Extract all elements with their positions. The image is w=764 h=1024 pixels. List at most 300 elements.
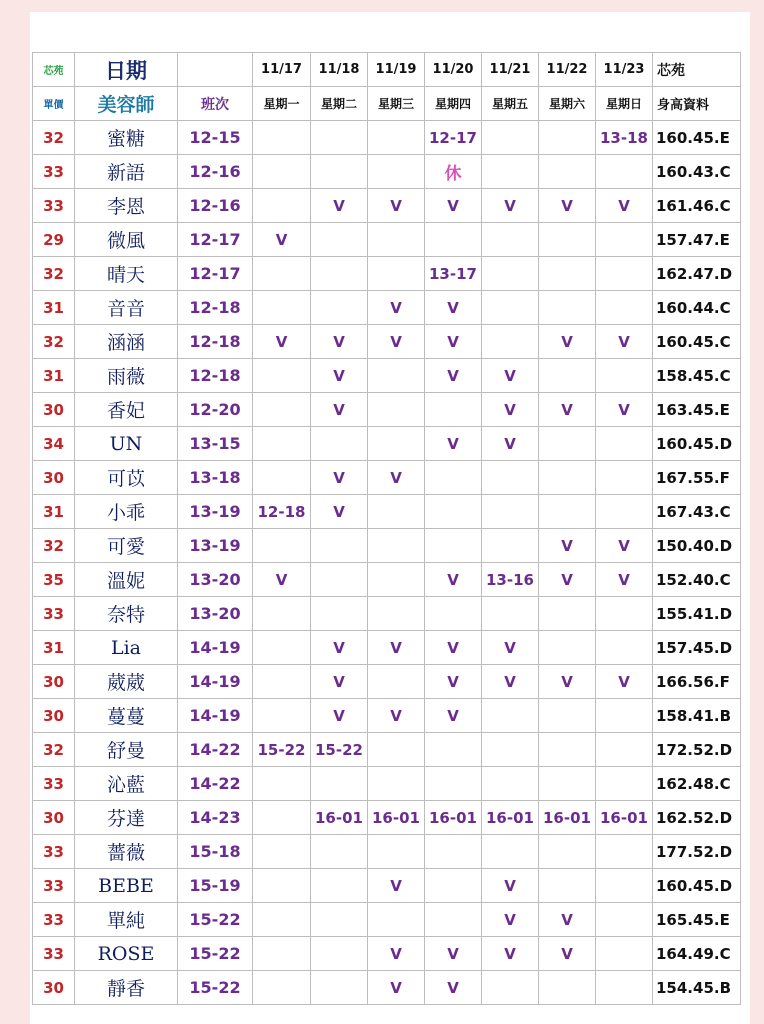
- day-cell: [425, 767, 482, 801]
- day-cell: V: [425, 631, 482, 665]
- day-cell: [253, 427, 311, 461]
- shift-cell: 14-19: [178, 631, 253, 665]
- day-cell: [311, 121, 368, 155]
- blank-header-cell: [178, 53, 253, 87]
- day-cell: [253, 257, 311, 291]
- day-cell: [539, 291, 596, 325]
- day-cell: [482, 155, 539, 189]
- day-cell: V: [368, 189, 425, 223]
- day-cell: [368, 597, 425, 631]
- date-header-wed: 11/19: [368, 53, 425, 87]
- day-cell: [539, 971, 596, 1005]
- table-row: [33, 869, 741, 903]
- day-cell: [253, 971, 311, 1005]
- day-cell: V: [253, 563, 311, 597]
- day-cell: [425, 733, 482, 767]
- day-cell: [311, 597, 368, 631]
- day-cell: V: [482, 393, 539, 427]
- day-cell: V: [596, 563, 653, 597]
- date-header-sat: 11/22: [539, 53, 596, 87]
- price-cell: 33: [33, 189, 75, 223]
- schedule-sheet: [30, 12, 750, 1024]
- shift-cell: 12-17: [178, 223, 253, 257]
- shift-cell: 13-19: [178, 529, 253, 563]
- day-cell: V: [596, 189, 653, 223]
- price-cell: 31: [33, 495, 75, 529]
- day-cell: V: [425, 291, 482, 325]
- height-cell: 162.52.D: [653, 801, 741, 835]
- height-cell: 160.45.C: [653, 325, 741, 359]
- day-cell: [539, 121, 596, 155]
- day-cell: [253, 291, 311, 325]
- price-cell: 32: [33, 325, 75, 359]
- day-cell: V: [482, 937, 539, 971]
- day-cell: [425, 597, 482, 631]
- table-row: [33, 393, 741, 427]
- beautician-name: 蜜糖: [75, 121, 178, 155]
- table-row: [33, 665, 741, 699]
- day-cell: [253, 631, 311, 665]
- height-cell: 162.47.D: [653, 257, 741, 291]
- date-header-mon: 11/17: [253, 53, 311, 87]
- table-row: [33, 767, 741, 801]
- day-cell: 15-22: [253, 733, 311, 767]
- price-cell: 33: [33, 869, 75, 903]
- table-row: [33, 903, 741, 937]
- day-cell: [253, 767, 311, 801]
- day-cell: 16-01: [425, 801, 482, 835]
- price-cell: 33: [33, 835, 75, 869]
- day-cell: [596, 427, 653, 461]
- day-cell: [368, 393, 425, 427]
- day-cell: V: [539, 665, 596, 699]
- shift-cell: 12-18: [178, 291, 253, 325]
- shift-cell: 13-20: [178, 563, 253, 597]
- beautician-name: ROSE: [75, 937, 178, 971]
- day-cell: V: [425, 427, 482, 461]
- table-row: [33, 563, 741, 597]
- header-row-dates: [33, 53, 741, 87]
- shift-cell: 12-16: [178, 189, 253, 223]
- day-cell: [311, 903, 368, 937]
- day-cell: [425, 461, 482, 495]
- day-cell: [253, 393, 311, 427]
- day-cell: [311, 563, 368, 597]
- shift-cell: 12-17: [178, 257, 253, 291]
- day-cell: [425, 223, 482, 257]
- day-cell: [253, 835, 311, 869]
- height-cell: 158.45.C: [653, 359, 741, 393]
- day-cell: V: [482, 189, 539, 223]
- day-cell: [539, 427, 596, 461]
- day-cell: 15-22: [311, 733, 368, 767]
- price-cell: 33: [33, 155, 75, 189]
- day-cell: 16-01: [311, 801, 368, 835]
- weekday-header-mon: 星期一: [253, 87, 311, 121]
- day-cell: [539, 869, 596, 903]
- price-cell: 33: [33, 903, 75, 937]
- day-cell: V: [596, 665, 653, 699]
- shift-cell: 13-19: [178, 495, 253, 529]
- price-cell: 33: [33, 597, 75, 631]
- shift-cell: 15-18: [178, 835, 253, 869]
- date-header-tue: 11/18: [311, 53, 368, 87]
- table-row: [33, 835, 741, 869]
- day-cell: [368, 835, 425, 869]
- day-cell: V: [368, 461, 425, 495]
- day-cell: [368, 563, 425, 597]
- price-cell: 30: [33, 971, 75, 1005]
- day-cell: [482, 529, 539, 563]
- beautician-name: 李恩: [75, 189, 178, 223]
- shift-cell: 13-18: [178, 461, 253, 495]
- day-cell: [368, 529, 425, 563]
- day-cell: [425, 835, 482, 869]
- day-cell: [596, 359, 653, 393]
- day-cell: V: [368, 971, 425, 1005]
- day-cell: V: [596, 393, 653, 427]
- schedule-table: [32, 52, 741, 1005]
- day-cell: [311, 257, 368, 291]
- day-cell: [539, 495, 596, 529]
- day-cell: [482, 223, 539, 257]
- day-cell: [596, 257, 653, 291]
- day-cell: [425, 393, 482, 427]
- day-cell: [596, 971, 653, 1005]
- day-cell: [596, 869, 653, 903]
- day-cell: [311, 869, 368, 903]
- day-cell: [368, 767, 425, 801]
- price-cell: 30: [33, 393, 75, 427]
- day-cell: V: [539, 325, 596, 359]
- day-cell: [253, 665, 311, 699]
- day-cell: [311, 971, 368, 1005]
- beautician-name: 蔓蔓: [75, 699, 178, 733]
- price-cell: 32: [33, 121, 75, 155]
- beautician-name: 新語: [75, 155, 178, 189]
- table-row: [33, 359, 741, 393]
- price-cell: 30: [33, 699, 75, 733]
- day-cell: [539, 597, 596, 631]
- day-cell: 12-17: [425, 121, 482, 155]
- height-cell: 160.45.D: [653, 427, 741, 461]
- table-row: [33, 189, 741, 223]
- day-cell: [311, 835, 368, 869]
- beautician-name: 沁藍: [75, 767, 178, 801]
- day-cell: [311, 529, 368, 563]
- shift-cell: 15-22: [178, 971, 253, 1005]
- day-cell: [253, 359, 311, 393]
- day-cell: [482, 767, 539, 801]
- beautician-name: 小乖: [75, 495, 178, 529]
- shift-cell: 14-23: [178, 801, 253, 835]
- day-cell: [539, 733, 596, 767]
- shift-title: 班次: [178, 87, 253, 121]
- price-cell: 34: [33, 427, 75, 461]
- height-cell: 165.45.E: [653, 903, 741, 937]
- price-cell: 31: [33, 359, 75, 393]
- day-cell: [596, 937, 653, 971]
- beautician-name: 香妃: [75, 393, 178, 427]
- table-row: [33, 699, 741, 733]
- day-cell: V: [311, 393, 368, 427]
- day-cell: V: [482, 359, 539, 393]
- day-cell: [425, 869, 482, 903]
- day-cell: [482, 325, 539, 359]
- table-row: [33, 325, 741, 359]
- day-cell: 13-17: [425, 257, 482, 291]
- day-cell: V: [311, 631, 368, 665]
- table-row: [33, 937, 741, 971]
- day-cell: [368, 903, 425, 937]
- price-cell: 33: [33, 767, 75, 801]
- day-cell: V: [425, 325, 482, 359]
- beautician-name: UN: [75, 427, 178, 461]
- day-cell: [311, 155, 368, 189]
- weekday-header-sat: 星期六: [539, 87, 596, 121]
- day-cell: [596, 631, 653, 665]
- day-cell: V: [539, 189, 596, 223]
- day-cell: V: [539, 393, 596, 427]
- day-cell: [482, 461, 539, 495]
- day-cell: [368, 359, 425, 393]
- day-cell: [425, 495, 482, 529]
- beautician-name: 可苡: [75, 461, 178, 495]
- day-cell: V: [368, 869, 425, 903]
- height-cell: 150.40.D: [653, 529, 741, 563]
- day-cell: V: [425, 937, 482, 971]
- day-cell: 16-01: [368, 801, 425, 835]
- shift-cell: 14-19: [178, 699, 253, 733]
- day-cell: V: [311, 325, 368, 359]
- table-row: [33, 427, 741, 461]
- day-cell: [596, 733, 653, 767]
- price-cell: 31: [33, 291, 75, 325]
- day-cell: [253, 903, 311, 937]
- day-cell: [482, 699, 539, 733]
- day-cell: [482, 495, 539, 529]
- table-row: [33, 291, 741, 325]
- shift-cell: 15-22: [178, 903, 253, 937]
- day-cell: [311, 937, 368, 971]
- height-cell: 166.56.F: [653, 665, 741, 699]
- day-cell: V: [368, 937, 425, 971]
- day-cell: V: [253, 325, 311, 359]
- day-cell: 12-18: [253, 495, 311, 529]
- day-cell: [482, 291, 539, 325]
- beautician-title: 美容師: [75, 87, 178, 121]
- day-cell: V: [311, 359, 368, 393]
- day-cell: V: [482, 427, 539, 461]
- height-cell: 160.44.C: [653, 291, 741, 325]
- day-cell: [253, 937, 311, 971]
- price-cell: 32: [33, 733, 75, 767]
- day-cell: V: [311, 665, 368, 699]
- beautician-name: 溫妮: [75, 563, 178, 597]
- table-row: [33, 801, 741, 835]
- height-cell: 155.41.D: [653, 597, 741, 631]
- day-cell: [482, 597, 539, 631]
- day-cell: [425, 529, 482, 563]
- day-cell: V: [368, 325, 425, 359]
- day-cell: V: [596, 529, 653, 563]
- beautician-name: 單純: [75, 903, 178, 937]
- day-cell: [482, 733, 539, 767]
- price-cell: 33: [33, 937, 75, 971]
- day-cell: [425, 903, 482, 937]
- beautician-name: 奈特: [75, 597, 178, 631]
- day-cell: [596, 155, 653, 189]
- day-cell: V: [311, 461, 368, 495]
- day-cell: [596, 291, 653, 325]
- day-cell: [596, 461, 653, 495]
- table-row: [33, 631, 741, 665]
- day-cell: [311, 291, 368, 325]
- day-cell: [539, 699, 596, 733]
- day-cell: V: [425, 665, 482, 699]
- beautician-name: 可愛: [75, 529, 178, 563]
- day-cell: V: [539, 903, 596, 937]
- shift-cell: 12-18: [178, 359, 253, 393]
- day-cell: 16-01: [539, 801, 596, 835]
- beautician-name: 微風: [75, 223, 178, 257]
- table-row: [33, 121, 741, 155]
- beautician-name: 葳葳: [75, 665, 178, 699]
- beautician-name: 舒曼: [75, 733, 178, 767]
- day-cell: [482, 971, 539, 1005]
- day-cell: 13-16: [482, 563, 539, 597]
- header-row-days: [33, 87, 741, 121]
- shift-cell: 12-18: [178, 325, 253, 359]
- day-cell: [368, 427, 425, 461]
- price-cell: 35: [33, 563, 75, 597]
- table-row: [33, 495, 741, 529]
- day-cell: [539, 257, 596, 291]
- day-cell: [482, 121, 539, 155]
- day-cell: V: [539, 529, 596, 563]
- day-cell: [539, 767, 596, 801]
- day-cell: V: [253, 223, 311, 257]
- day-cell: V: [482, 869, 539, 903]
- day-cell: [482, 257, 539, 291]
- day-cell: [311, 767, 368, 801]
- day-cell: [596, 699, 653, 733]
- day-cell: V: [539, 937, 596, 971]
- height-cell: 162.48.C: [653, 767, 741, 801]
- day-cell: V: [539, 563, 596, 597]
- weekday-header-wed: 星期三: [368, 87, 425, 121]
- day-cell: [368, 155, 425, 189]
- beautician-name: 音音: [75, 291, 178, 325]
- day-cell: [253, 461, 311, 495]
- day-cell: 13-18: [596, 121, 653, 155]
- day-cell: [253, 189, 311, 223]
- table-row: [33, 597, 741, 631]
- shift-cell: 13-20: [178, 597, 253, 631]
- day-cell: V: [368, 291, 425, 325]
- corner-price-label: 單價: [33, 87, 75, 121]
- height-cell: 161.46.C: [653, 189, 741, 223]
- day-cell: [482, 835, 539, 869]
- day-cell: [253, 597, 311, 631]
- date-header-fri: 11/21: [482, 53, 539, 87]
- day-cell: [253, 155, 311, 189]
- day-cell: [596, 495, 653, 529]
- height-cell: 160.43.C: [653, 155, 741, 189]
- corner-brand-label: 芯苑: [33, 53, 75, 87]
- price-cell: 30: [33, 665, 75, 699]
- height-cell: 158.41.B: [653, 699, 741, 733]
- day-cell: [539, 461, 596, 495]
- day-cell: V: [482, 665, 539, 699]
- beautician-name: 晴天: [75, 257, 178, 291]
- beautician-name: 芬達: [75, 801, 178, 835]
- beautician-name: 薔薇: [75, 835, 178, 869]
- day-cell: [368, 733, 425, 767]
- day-cell: V: [425, 699, 482, 733]
- height-title: 身高資料: [653, 87, 741, 121]
- day-cell: [539, 835, 596, 869]
- date-header-thu: 11/20: [425, 53, 482, 87]
- day-cell: [253, 699, 311, 733]
- day-cell: V: [368, 699, 425, 733]
- price-cell: 31: [33, 631, 75, 665]
- shift-cell: 15-22: [178, 937, 253, 971]
- weekday-header-thu: 星期四: [425, 87, 482, 121]
- day-cell: [253, 869, 311, 903]
- height-cell: 167.55.F: [653, 461, 741, 495]
- day-cell: [596, 223, 653, 257]
- day-cell: V: [425, 563, 482, 597]
- shift-cell: 12-16: [178, 155, 253, 189]
- height-cell: 177.52.D: [653, 835, 741, 869]
- height-cell: 163.45.E: [653, 393, 741, 427]
- beautician-name: 靜香: [75, 971, 178, 1005]
- price-cell: 29: [33, 223, 75, 257]
- weekday-header-sun: 星期日: [596, 87, 653, 121]
- price-cell: 30: [33, 801, 75, 835]
- day-cell: [253, 801, 311, 835]
- date-header-sun: 11/23: [596, 53, 653, 87]
- shift-cell: 12-15: [178, 121, 253, 155]
- day-cell: V: [425, 189, 482, 223]
- weekday-header-tue: 星期二: [311, 87, 368, 121]
- height-cell: 152.40.C: [653, 563, 741, 597]
- day-cell: V: [482, 631, 539, 665]
- shift-cell: 14-19: [178, 665, 253, 699]
- date-title: 日期: [75, 53, 178, 87]
- day-cell: V: [425, 359, 482, 393]
- table-row: [33, 223, 741, 257]
- table-row: [33, 733, 741, 767]
- day-cell: V: [368, 631, 425, 665]
- table-row: [33, 155, 741, 189]
- height-cell: 154.45.B: [653, 971, 741, 1005]
- beautician-name: BEBE: [75, 869, 178, 903]
- day-cell: V: [482, 903, 539, 937]
- day-cell: [368, 121, 425, 155]
- day-cell: [539, 359, 596, 393]
- table-row: [33, 461, 741, 495]
- day-cell: V: [425, 971, 482, 1005]
- weekday-header-fri: 星期五: [482, 87, 539, 121]
- table-row: [33, 529, 741, 563]
- beautician-name: 雨薇: [75, 359, 178, 393]
- day-cell: [596, 903, 653, 937]
- height-cell: 167.43.C: [653, 495, 741, 529]
- height-cell: 160.45.E: [653, 121, 741, 155]
- day-cell: [539, 155, 596, 189]
